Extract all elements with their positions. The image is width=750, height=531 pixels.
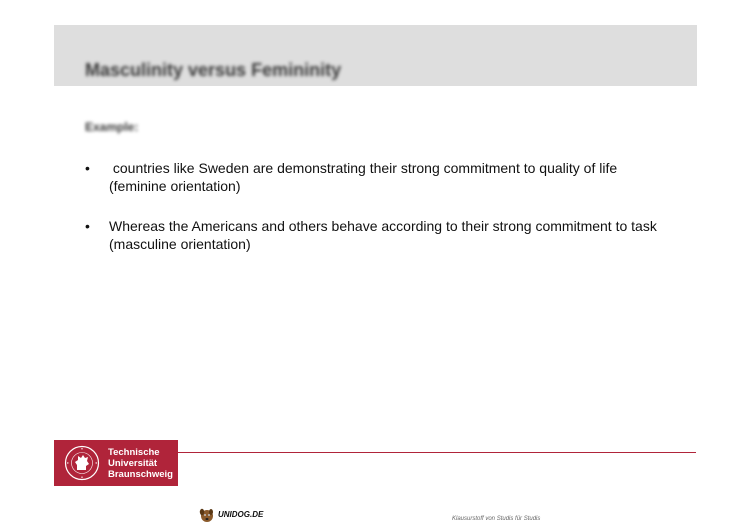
footer-divider [178, 452, 696, 453]
example-label: Example: [85, 120, 139, 134]
bullet-list [85, 160, 685, 276]
bullet-text-line: countries like Sweden are demonstrating their strong commitment to quality of life [109, 160, 618, 176]
university-name [108, 447, 173, 480]
logo-line: Technische [108, 447, 160, 458]
logo-line: Universität [108, 458, 158, 469]
logo-line: Braunschweig [108, 469, 173, 480]
bullet-item [85, 218, 685, 253]
bullet-item [85, 160, 685, 195]
bullet-marker: • [85, 160, 90, 176]
bullet-text-line: (feminine orientation) [109, 177, 241, 194]
bullet-marker: • [85, 218, 90, 234]
unidog-wordmark: UNIDOG.DE [218, 510, 264, 519]
tu-braunschweig-logo [54, 440, 178, 486]
university-seal-icon [64, 445, 100, 481]
footer-note: Klausurstoff von Studis für Studis [452, 516, 541, 522]
dog-mascot-icon [198, 506, 216, 524]
bullet-text-line: (masculine orientation) [109, 235, 251, 252]
slide-title: Masculinity versus Femininity [85, 60, 342, 80]
bullet-text-line: Whereas the Americans and others behave according to their strong commitment to task [109, 218, 657, 234]
